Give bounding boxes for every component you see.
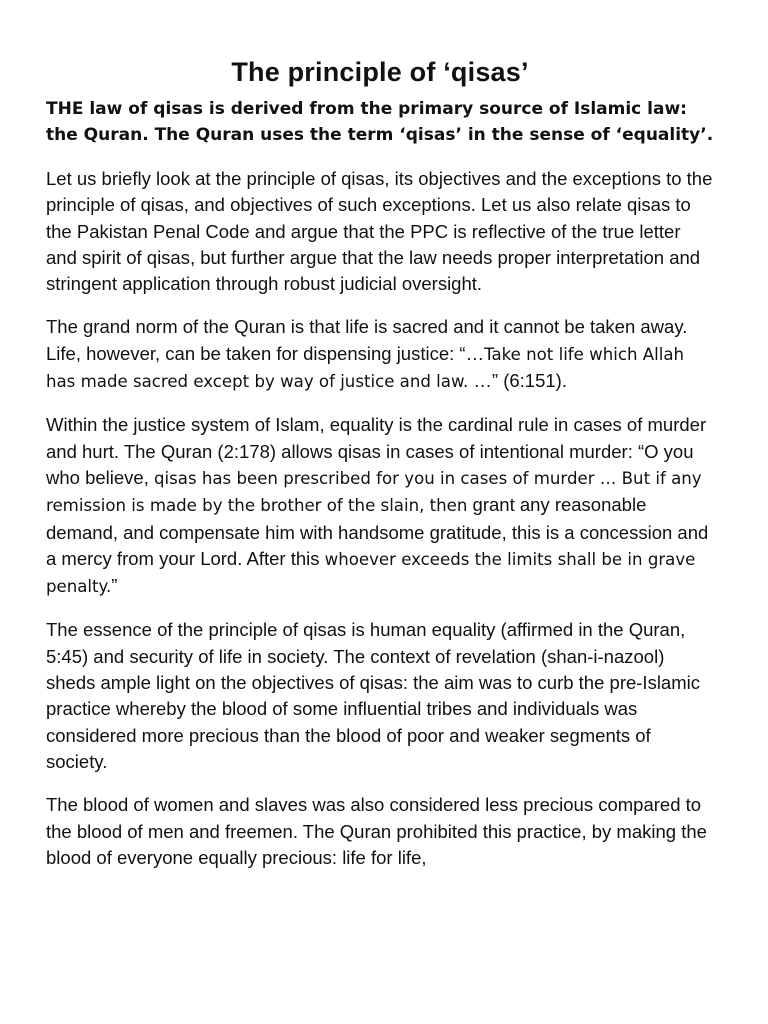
paragraph-3-quote-2: whoever exceeds the limits shall be in grave penalty.: [46, 549, 696, 597]
paragraph-5: The blood of women and slaves was also considered less precious compared to the blood of men and freemen. The Quran prohibited this practice, by making the blood of everyone equally precious: life for life,: [46, 794, 707, 868]
paragraph-3-end: ”: [111, 575, 118, 597]
article: [46, 52, 714, 888]
article-title: The principle of ‘qisas’: [231, 57, 529, 87]
paragraph-3-middle: grant any reasonable demand, and compensate him with handsome gratitude, this is a concession and a mercy from your Lord. After this: [46, 494, 709, 569]
paragraph-2-citation: …” (6:151).: [468, 370, 567, 392]
paragraph-2-text: The grand norm of the Quran is that life is sacred and it cannot be taken away. Life, however, can be taken for dispensing justice: “…: [46, 316, 688, 364]
paragraph-1: Let us briefly look at the principle of qisas, its objectives and the exceptions to the principle of qisas, and objectives of such exceptions. Let us also relate qisas to the Pakistan Penal Code and argue that the PPC is reflective of the true letter and spirit of qisas, but further argue that the law needs proper interpretation and stringent application through robust judicial oversight.: [46, 168, 713, 295]
article-lead: THE law of qisas is derived from the primary source of Islamic law: the Quran. The Quran uses the term ‘qisas’ in the sense of ‘equality’.: [46, 99, 714, 145]
paragraph-4: The essence of the principle of qisas is human equality (affirmed in the Quran, 5:45) and security of life in society. The context of revelation (shan-i-nazool) sheds ample light on the objectives of qisas: the aim was to curb the pre-Islamic practice whereby the blood of some influential tribes and individuals was considered more precious than the blood of poor and weaker segments of society.: [46, 619, 700, 772]
paragraph-3-text: Within the justice system of Islam, equality is the cardinal rule in cases of murder and hurt. The Quran (2:178) allows qisas in cases of intentional murder: “O you who believe,: [46, 414, 707, 488]
paragraph-3: [46, 412, 714, 600]
paragraph-2: [46, 314, 714, 395]
paragraph-2-quote: Take not life which Allah has made sacred except by way of justice and law.: [46, 344, 685, 392]
paragraph-3-quote-1: qisas has been prescribed for you in cases of murder … But if any remission is made by the brother of the slain, then: [46, 468, 702, 516]
